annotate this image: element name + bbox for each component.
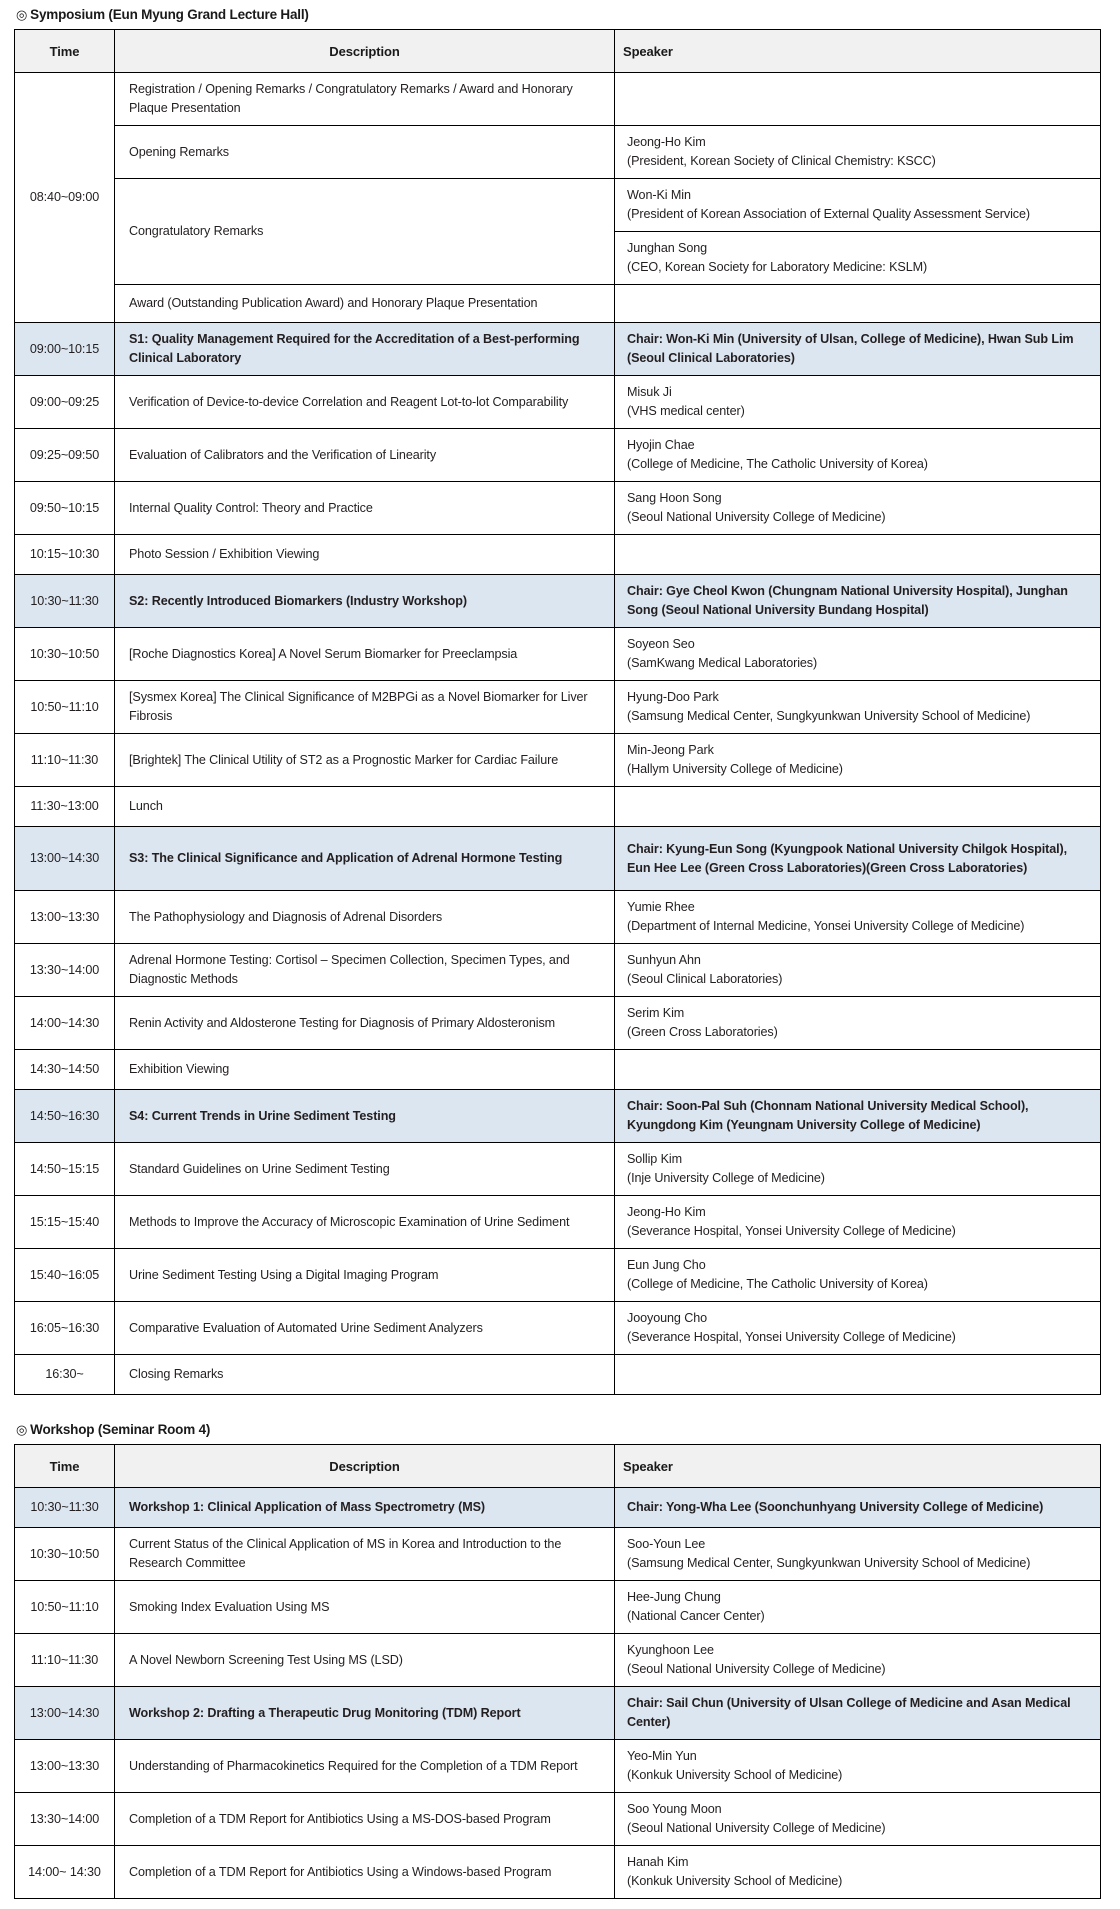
cell-time: 14:50~16:30 [15, 1090, 115, 1143]
cell-description: Closing Remarks [115, 1355, 615, 1395]
cell-speaker [615, 1793, 1101, 1846]
table-row [15, 376, 1101, 429]
table-row [15, 681, 1101, 734]
session-header-row [15, 1687, 1101, 1740]
speaker-name: Jeong-Ho Kim [627, 135, 706, 149]
speaker-name: Junghan Song [627, 241, 708, 255]
cell-speaker [615, 628, 1101, 681]
cell-speaker [615, 429, 1101, 482]
cell-description: The Pathophysiology and Diagnosis of Adrenal Disorders [115, 891, 615, 944]
table-row [15, 734, 1101, 787]
cell-speaker [615, 1249, 1101, 1302]
speaker-affiliation: (President, Korean Society of Clinical Chemistry: KSCC) [627, 154, 936, 168]
table-row [15, 1249, 1101, 1302]
cell-time: 09:00~09:25 [15, 376, 115, 429]
cell-time: 13:00~13:30 [15, 891, 115, 944]
cell-time: 16:05~16:30 [15, 1302, 115, 1355]
cell-time: 09:50~10:15 [15, 482, 115, 535]
cell-speaker [615, 285, 1101, 323]
table-row [15, 179, 1101, 232]
table-row [15, 285, 1101, 323]
cell-speaker [615, 1634, 1101, 1687]
table-row [15, 429, 1101, 482]
cell-speaker [615, 891, 1101, 944]
cell-speaker [615, 376, 1101, 429]
cell-description: S4: Current Trends in Urine Sediment Testing [115, 1090, 615, 1143]
cell-description: Verification of Device-to-device Correlation and Reagent Lot-to-lot Comparability [115, 376, 615, 429]
table-row [15, 73, 1101, 126]
table-row [15, 1050, 1101, 1090]
speaker-affiliation: (VHS medical center) [627, 404, 745, 418]
table-header-row [15, 30, 1101, 73]
cell-description: Comparative Evaluation of Automated Urine Sediment Analyzers [115, 1302, 615, 1355]
cell-speaker [615, 1846, 1101, 1899]
speaker-affiliation: (Department of Internal Medicine, Yonsei University College of Medicine) [627, 919, 1025, 933]
column-header-speaker: Speaker [615, 1445, 1101, 1488]
cell-description: [Brightek] The Clinical Utility of ST2 as a Prognostic Marker for Cardiac Failure [115, 734, 615, 787]
cell-time: 14:00~14:30 [15, 997, 115, 1050]
cell-time: 08:40~09:00 [15, 73, 115, 323]
cell-description: Renin Activity and Aldosterone Testing for Diagnosis of Primary Aldosteronism [115, 997, 615, 1050]
cell-description: S1: Quality Management Required for the Accreditation of a Best-performing Clinical Laboratory [115, 323, 615, 376]
section-title-text: Symposium (Eun Myung Grand Lecture Hall) [30, 7, 309, 22]
cell-speaker [615, 1143, 1101, 1196]
cell-speaker [615, 232, 1101, 285]
cell-description: Workshop 1: Clinical Application of Mass Spectrometry (MS) [115, 1488, 615, 1528]
table-row [15, 126, 1101, 179]
table-row [15, 1740, 1101, 1793]
cell-speaker: Chair: Soon-Pal Suh (Chonnam National University Medical School), Kyungdong Kim (Yeungnam University College of Medicine) [615, 1090, 1101, 1143]
schedule-table [14, 29, 1101, 1395]
speaker-affiliation: (President of Korean Association of External Quality Assessment Service) [627, 207, 1030, 221]
cell-time: 15:15~15:40 [15, 1196, 115, 1249]
cell-time: 09:00~10:15 [15, 323, 115, 376]
speaker-name: Sollip Kim [627, 1152, 682, 1166]
cell-time: 13:00~13:30 [15, 1740, 115, 1793]
cell-time: 13:30~14:00 [15, 1793, 115, 1846]
cell-speaker: Chair: Sail Chun (University of Ulsan College of Medicine and Asan Medical Center) [615, 1687, 1101, 1740]
speaker-affiliation: (Severance Hospital, Yonsei University College of Medicine) [627, 1224, 956, 1238]
speaker-name: Misuk Ji [627, 385, 672, 399]
cell-speaker: Chair: Won-Ki Min (University of Ulsan, College of Medicine), Hwan Sub Lim (Seoul Clinical Laboratories) [615, 323, 1101, 376]
cell-speaker [615, 1196, 1101, 1249]
table-row [15, 997, 1101, 1050]
column-header-speaker: Speaker [615, 30, 1101, 73]
speaker-name: Soo-Youn Lee [627, 1537, 706, 1551]
cell-time: 14:30~14:50 [15, 1050, 115, 1090]
session-header-row [15, 1488, 1101, 1528]
cell-speaker [615, 1740, 1101, 1793]
cell-time: 10:30~10:50 [15, 1528, 115, 1581]
cell-description: Internal Quality Control: Theory and Practice [115, 482, 615, 535]
cell-speaker: Chair: Yong-Wha Lee (Soonchunhyang University College of Medicine) [615, 1488, 1101, 1528]
cell-description: Photo Session / Exhibition Viewing [115, 535, 615, 575]
table-header-row [15, 1445, 1101, 1488]
section-gap [14, 1395, 1106, 1421]
section-title [16, 1421, 1106, 1439]
cell-speaker [615, 1355, 1101, 1395]
cell-time: 13:00~14:30 [15, 1687, 115, 1740]
session-header-row [15, 575, 1101, 628]
table-row [15, 944, 1101, 997]
speaker-affiliation: (Seoul Clinical Laboratories) [627, 972, 783, 986]
speaker-affiliation: (Seoul National University College of Medicine) [627, 1662, 886, 1676]
session-header-row [15, 1090, 1101, 1143]
column-header-time: Time [15, 1445, 115, 1488]
cell-description: Adrenal Hormone Testing: Cortisol – Specimen Collection, Specimen Types, and Diagnostic Methods [115, 944, 615, 997]
cell-time: 11:10~11:30 [15, 734, 115, 787]
cell-description: [Roche Diagnostics Korea] A Novel Serum Biomarker for Preeclampsia [115, 628, 615, 681]
cell-description: Registration / Opening Remarks / Congratulatory Remarks / Award and Honorary Plaque Presentation [115, 73, 615, 126]
cell-time: 13:30~14:00 [15, 944, 115, 997]
cell-speaker [615, 482, 1101, 535]
speaker-name: Sang Hoon Song [627, 491, 722, 505]
cell-time: 11:30~13:00 [15, 787, 115, 827]
speaker-name: Hyojin Chae [627, 438, 695, 452]
speaker-name: Serim Kim [627, 1006, 685, 1020]
table-row [15, 787, 1101, 827]
speaker-affiliation: (College of Medicine, The Catholic University of Korea) [627, 457, 928, 471]
speaker-name: Hee-Jung Chung [627, 1590, 721, 1604]
cell-speaker: Chair: Kyung-Eun Song (Kyungpook National University Chilgok Hospital), Eun Hee Lee (Green Cross Laboratories)(Green Cross Laboratories) [615, 827, 1101, 891]
speaker-affiliation: (Green Cross Laboratories) [627, 1025, 778, 1039]
table-row [15, 1355, 1101, 1395]
speaker-name: Soo Young Moon [627, 1802, 722, 1816]
cell-description: [Sysmex Korea] The Clinical Significance of M2BPGi as a Novel Biomarker for Liver Fibrosis [115, 681, 615, 734]
cell-time: 16:30~ [15, 1355, 115, 1395]
section-title-text: Workshop (Seminar Room 4) [30, 1422, 211, 1437]
speaker-affiliation: (Severance Hospital, Yonsei University College of Medicine) [627, 1330, 956, 1344]
cell-speaker [615, 179, 1101, 232]
session-header-row [15, 323, 1101, 376]
cell-speaker [615, 73, 1101, 126]
cell-description: Completion of a TDM Report for Antibiotics Using a MS-DOS-based Program [115, 1793, 615, 1846]
table-row [15, 1528, 1101, 1581]
cell-time: 10:50~11:10 [15, 681, 115, 734]
cell-speaker [615, 681, 1101, 734]
cell-description: Urine Sediment Testing Using a Digital Imaging Program [115, 1249, 615, 1302]
cell-description: Smoking Index Evaluation Using MS [115, 1581, 615, 1634]
cell-speaker [615, 1581, 1101, 1634]
cell-description: S2: Recently Introduced Biomarkers (Industry Workshop) [115, 575, 615, 628]
speaker-affiliation: (SamKwang Medical Laboratories) [627, 656, 818, 670]
cell-description: A Novel Newborn Screening Test Using MS (LSD) [115, 1634, 615, 1687]
cell-description: Methods to Improve the Accuracy of Microscopic Examination of Urine Sediment [115, 1196, 615, 1249]
cell-description: Standard Guidelines on Urine Sediment Testing [115, 1143, 615, 1196]
column-header-time: Time [15, 30, 115, 73]
speaker-affiliation: (National Cancer Center) [627, 1609, 765, 1623]
table-row [15, 891, 1101, 944]
table-row [15, 535, 1101, 575]
cell-time: 10:50~11:10 [15, 1581, 115, 1634]
table-row [15, 1581, 1101, 1634]
speaker-affiliation: (CEO, Korean Society for Laboratory Medicine: KSLM) [627, 260, 928, 274]
cell-description: Workshop 2: Drafting a Therapeutic Drug Monitoring (TDM) Report [115, 1687, 615, 1740]
table-row [15, 628, 1101, 681]
cell-description: Award (Outstanding Publication Award) and Honorary Plaque Presentation [115, 285, 615, 323]
table-row [15, 1846, 1101, 1899]
cell-description: Congratulatory Remarks [115, 179, 615, 285]
table-row [15, 482, 1101, 535]
speaker-name: Min-Jeong Park [627, 743, 714, 757]
cell-speaker [615, 535, 1101, 575]
cell-time: 14:00~ 14:30 [15, 1846, 115, 1899]
speaker-affiliation: (College of Medicine, The Catholic University of Korea) [627, 1277, 928, 1291]
cell-time: 11:10~11:30 [15, 1634, 115, 1687]
cell-description: Completion of a TDM Report for Antibiotics Using a Windows-based Program [115, 1846, 615, 1899]
speaker-name: Hyung-Doo Park [627, 690, 719, 704]
cell-time: 10:30~11:30 [15, 1488, 115, 1528]
bullseye-icon: ◎ [16, 1422, 28, 1437]
cell-description: Understanding of Pharmacokinetics Required for the Completion of a TDM Report [115, 1740, 615, 1793]
table-row [15, 1634, 1101, 1687]
speaker-affiliation: (Samsung Medical Center, Sungkyunkwan University School of Medicine) [627, 709, 1031, 723]
speaker-name: Jeong-Ho Kim [627, 1205, 706, 1219]
speaker-name: Sunhyun Ahn [627, 953, 701, 967]
cell-speaker [615, 944, 1101, 997]
speaker-affiliation: (Seoul National University College of Medicine) [627, 1821, 886, 1835]
section-title [16, 6, 1106, 24]
speaker-name: Soyeon Seo [627, 637, 695, 651]
cell-description: Current Status of the Clinical Application of MS in Korea and Introduction to the Research Committee [115, 1528, 615, 1581]
cell-speaker [615, 1302, 1101, 1355]
session-header-row [15, 827, 1101, 891]
cell-speaker [615, 126, 1101, 179]
speaker-name: Yumie Rhee [627, 900, 695, 914]
cell-speaker: Chair: Gye Cheol Kwon (Chungnam National University Hospital), Junghan Song (Seoul National University Bundang Hospital) [615, 575, 1101, 628]
speaker-name: Kyunghoon Lee [627, 1643, 714, 1657]
cell-time: 10:15~10:30 [15, 535, 115, 575]
speaker-affiliation: (Samsung Medical Center, Sungkyunkwan University School of Medicine) [627, 1556, 1031, 1570]
table-row [15, 1196, 1101, 1249]
speaker-name: Yeo-Min Yun [627, 1749, 697, 1763]
cell-description: S3: The Clinical Significance and Application of Adrenal Hormone Testing [115, 827, 615, 891]
cell-speaker [615, 997, 1101, 1050]
cell-description: Lunch [115, 787, 615, 827]
cell-description: Opening Remarks [115, 126, 615, 179]
cell-speaker [615, 734, 1101, 787]
cell-time: 10:30~10:50 [15, 628, 115, 681]
speaker-affiliation: (Seoul National University College of Medicine) [627, 510, 886, 524]
cell-time: 09:25~09:50 [15, 429, 115, 482]
column-header-description: Description [115, 1445, 615, 1488]
cell-speaker [615, 1050, 1101, 1090]
cell-time: 10:30~11:30 [15, 575, 115, 628]
cell-time: 15:40~16:05 [15, 1249, 115, 1302]
cell-description: Evaluation of Calibrators and the Verification of Linearity [115, 429, 615, 482]
speaker-affiliation: (Konkuk University School of Medicine) [627, 1768, 843, 1782]
tables-container [14, 6, 1106, 1899]
cell-time: 14:50~15:15 [15, 1143, 115, 1196]
column-header-description: Description [115, 30, 615, 73]
bullseye-icon: ◎ [16, 7, 28, 22]
speaker-name: Jooyoung Cho [627, 1311, 708, 1325]
table-row [15, 1793, 1101, 1846]
speaker-name: Eun Jung Cho [627, 1258, 706, 1272]
speaker-affiliation: (Inje University College of Medicine) [627, 1171, 825, 1185]
cell-speaker [615, 787, 1101, 827]
table-row [15, 1143, 1101, 1196]
cell-time: 13:00~14:30 [15, 827, 115, 891]
speaker-name: Hanah Kim [627, 1855, 689, 1869]
cell-description: Exhibition Viewing [115, 1050, 615, 1090]
table-row [15, 1302, 1101, 1355]
schedule-table [14, 1444, 1101, 1899]
speaker-name: Won-Ki Min [627, 188, 691, 202]
cell-speaker [615, 1528, 1101, 1581]
speaker-affiliation: (Konkuk University School of Medicine) [627, 1874, 843, 1888]
speaker-affiliation: (Hallym University College of Medicine) [627, 762, 843, 776]
